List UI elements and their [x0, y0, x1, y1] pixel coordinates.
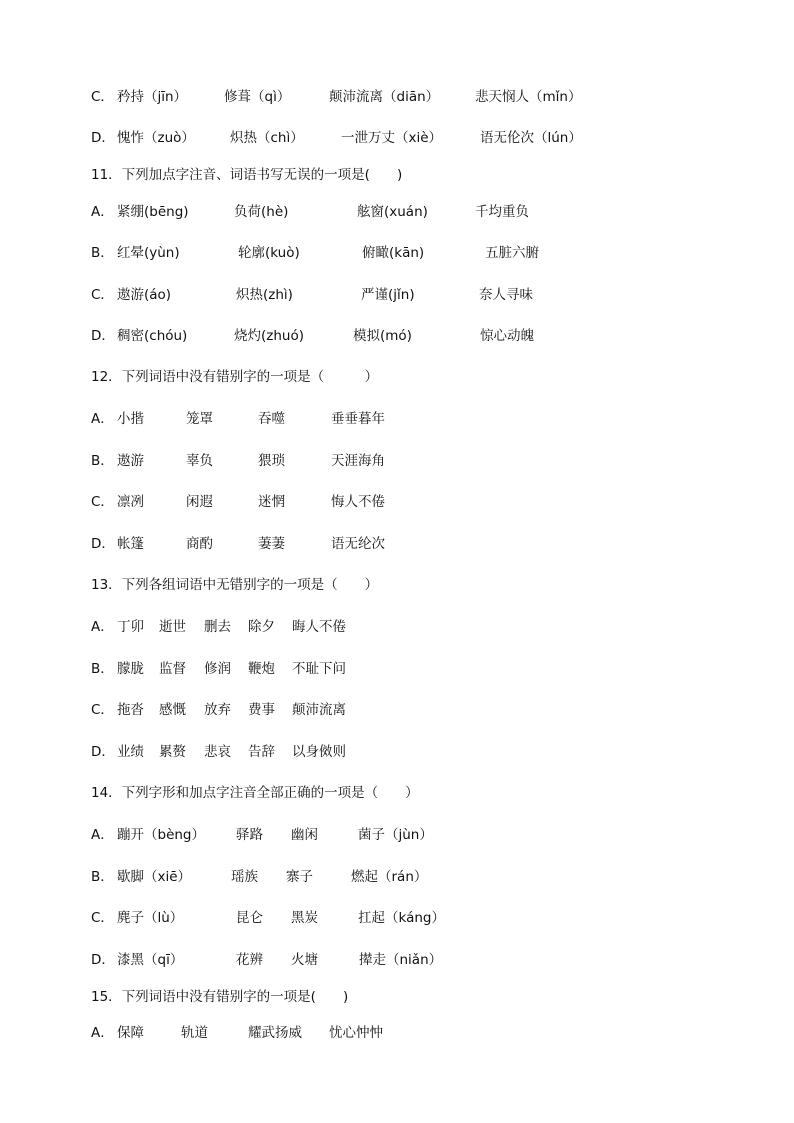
option-word-4: 费事: [248, 702, 275, 718]
option-word-1: 小揩: [117, 411, 144, 427]
option-word-3: 耀武扬威: [248, 1025, 302, 1041]
option-word-2: 炽热（chì）: [230, 130, 304, 146]
option-word-3: 吞噬: [258, 411, 285, 427]
option-label: C．: [91, 910, 114, 926]
option-word-2: 闲遐: [186, 494, 213, 510]
option-word-1: 蹦开（bèng）: [117, 827, 206, 843]
q12-stem: 12．下列词语中没有错别字的一项是（ ）: [91, 369, 379, 385]
option-word-4: 悲天悯人（mǐn）: [475, 89, 582, 105]
option-label: C．: [91, 287, 114, 303]
option-word-1: 丁卯: [117, 619, 144, 635]
option-word-2: 逝世: [159, 619, 186, 635]
option-label: C．: [91, 702, 114, 718]
option-word-5: 颠沛流离: [292, 702, 346, 718]
option-word-2: 花辨: [236, 952, 263, 968]
option-word-2: 监督: [159, 661, 186, 677]
option-label: D．: [91, 952, 115, 968]
option-word-2: 辜负: [186, 453, 213, 469]
option-word-5: 晦人不倦: [292, 619, 346, 635]
option-word-3: 颠沛流离（diān）: [329, 89, 440, 105]
option-word-1: 凛冽: [117, 494, 144, 510]
option-label: A．: [91, 1025, 114, 1041]
q15-stem: 15．下列词语中没有错别字的一项是( ): [91, 989, 349, 1005]
option-word-1: 遨游(áo): [117, 287, 172, 303]
option-label: A．: [91, 411, 114, 427]
option-word-1: 愧怍（zuò）: [117, 130, 195, 146]
option-word-2: 笼罩: [186, 411, 213, 427]
option-word-2: 感慨: [159, 702, 186, 718]
option-word-4: 垂垂暮年: [331, 411, 385, 427]
option-word-2: 负荷(hè): [234, 204, 289, 220]
option-word-1: 朦胧: [117, 661, 144, 677]
option-label: A．: [91, 619, 114, 635]
option-label: D．: [91, 536, 115, 552]
option-word-1: 歇脚（xiē）: [117, 869, 192, 885]
option-label: C．: [91, 494, 114, 510]
option-label: A．: [91, 827, 114, 843]
option-label: B．: [91, 245, 114, 261]
option-word-3: 一泄万丈（xiè）: [341, 130, 443, 146]
option-word-2: 炽热(zhì): [236, 287, 293, 303]
option-word-3: 黑炭: [291, 910, 318, 926]
option-word-4: 语无伦次（lún）: [480, 130, 582, 146]
option-word-4: 撵走（niǎn）: [359, 952, 443, 968]
option-word-4: 千均重负: [475, 204, 529, 220]
option-word-2: 轨道: [181, 1025, 208, 1041]
option-label: B．: [91, 869, 114, 885]
option-word-4: 忧心忡忡: [329, 1025, 383, 1041]
option-word-3: 放弃: [204, 702, 231, 718]
option-word-2: 昆仑: [236, 910, 263, 926]
option-word-1: 保障: [117, 1025, 144, 1041]
option-word-1: 稠密(chóu): [117, 328, 188, 344]
q13-stem: 13．下列各组词语中无错别字的一项是（ ）: [91, 577, 379, 593]
option-word-1: 遨游: [117, 453, 144, 469]
option-word-5: 不耻下问: [292, 661, 346, 677]
q14-stem: 14．下列字形和加点字注音全部正确的一项是（ ）: [91, 785, 419, 801]
option-word-4: 菌子（jùn）: [358, 827, 433, 843]
option-word-3: 严谨(jǐn): [361, 287, 415, 303]
option-word-3: 舷窗(xuán): [357, 204, 428, 220]
option-word-4: 告辞: [248, 744, 275, 760]
option-word-3: 火塘: [291, 952, 318, 968]
option-word-2: 累赘: [159, 744, 186, 760]
option-word-4: 燃起（rán）: [351, 869, 428, 885]
option-word-4: 鞭炮: [248, 661, 275, 677]
option-word-4: 语无纶次: [331, 536, 385, 552]
option-word-4: 惊心动魄: [480, 328, 534, 344]
option-label: B．: [91, 661, 114, 677]
option-word-2: 驿路: [236, 827, 263, 843]
option-word-4: 五脏六腑: [485, 245, 539, 261]
option-word-4: 扛起（káng）: [358, 910, 445, 926]
option-word-2: 商酌: [186, 536, 213, 552]
option-word-1: 矜持（jīn）: [117, 89, 188, 105]
option-word-3: 悲哀: [204, 744, 231, 760]
option-label: C．: [91, 89, 114, 105]
option-word-1: 拖沓: [117, 702, 144, 718]
q11-stem: 11．下列加点字注音、词语书写无误的一项是( ): [91, 167, 403, 183]
option-word-3: 修润: [204, 661, 231, 677]
option-word-2: 瑶族: [231, 869, 258, 885]
option-word-5: 以身傚则: [292, 744, 346, 760]
option-word-3: 迷惘: [258, 494, 285, 510]
option-word-3: 萋萋: [258, 536, 285, 552]
option-word-1: 漆黑（qī）: [117, 952, 184, 968]
option-word-3: 猥琐: [258, 453, 285, 469]
option-word-1: 帐篷: [117, 536, 144, 552]
option-word-3: 删去: [204, 619, 231, 635]
option-word-4: 悔人不倦: [331, 494, 385, 510]
option-word-3: 模拟(mó): [353, 328, 412, 344]
option-label: B．: [91, 453, 114, 469]
option-word-2: 轮廓(kuò): [238, 245, 300, 261]
option-word-2: 修葺（qì）: [224, 89, 291, 105]
option-word-3: 俯瞰(kān): [362, 245, 425, 261]
option-word-4: 天涯海角: [331, 453, 385, 469]
option-word-2: 烧灼(zhuó): [234, 328, 304, 344]
option-label: D．: [91, 744, 115, 760]
option-word-1: 紧绷(bēng): [117, 204, 189, 220]
option-word-3: 寨子: [286, 869, 313, 885]
option-word-4: 除夕: [248, 619, 275, 635]
option-word-1: 红晕(yùn): [117, 245, 180, 261]
option-label: A．: [91, 204, 114, 220]
option-word-4: 奈人寻味: [479, 287, 533, 303]
option-word-1: 麂子（lù）: [117, 910, 184, 926]
option-word-1: 业绩: [117, 744, 144, 760]
option-word-3: 幽闲: [291, 827, 318, 843]
option-label: D．: [91, 328, 115, 344]
option-label: D．: [91, 130, 115, 146]
